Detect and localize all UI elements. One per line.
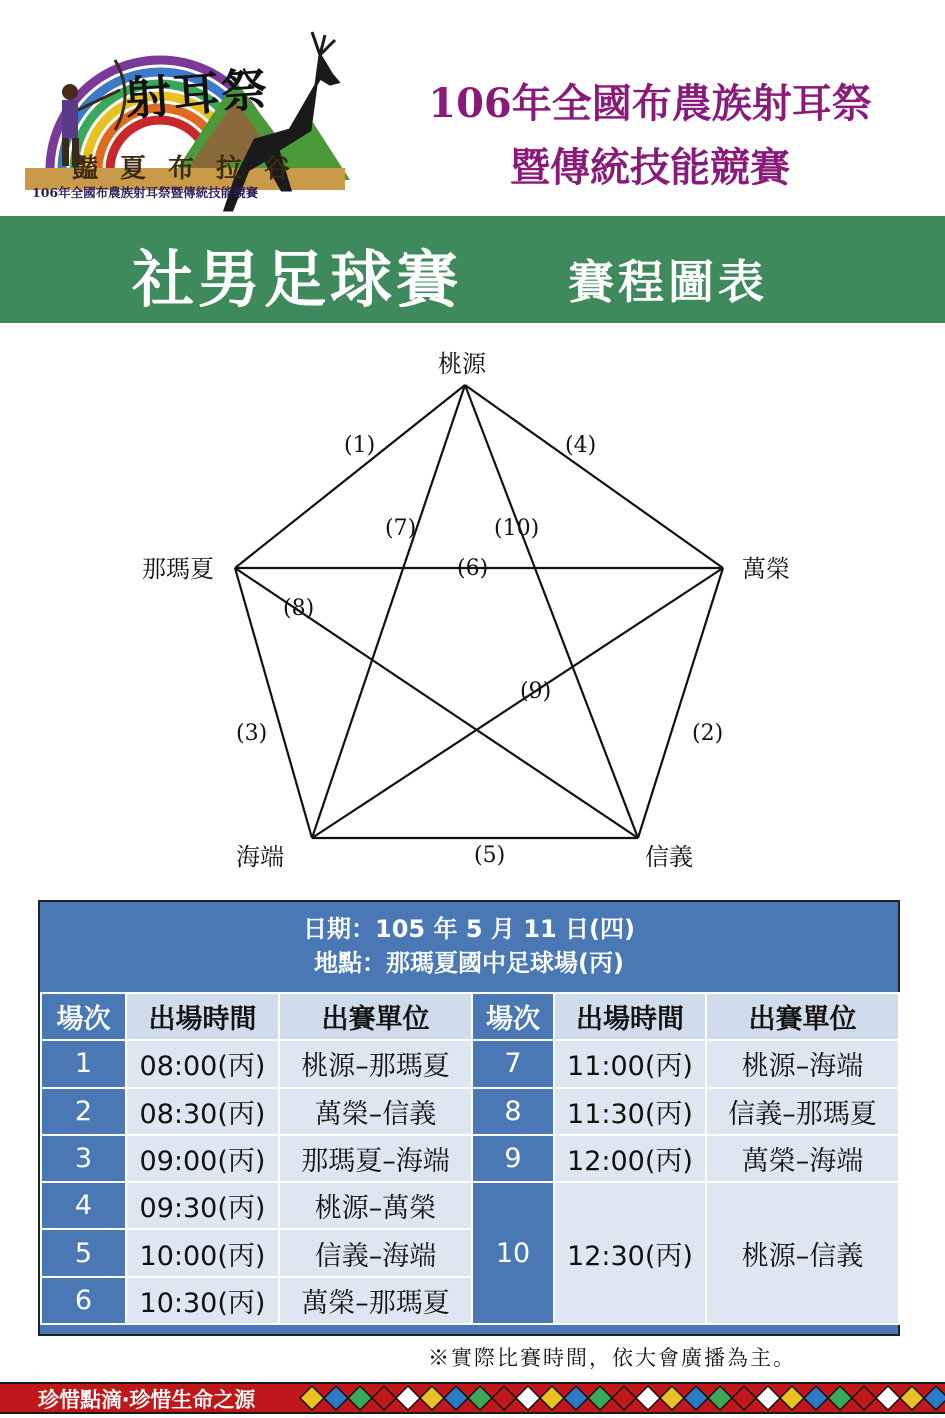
- schedule-note: ※實際比賽時間，依大會廣播為主。: [428, 1346, 796, 1370]
- match-no: 7: [472, 1040, 554, 1087]
- col-header-time: 出場時間: [554, 993, 706, 1040]
- table-row: [41, 1040, 899, 1087]
- logo-place: 豔夏布拉谷: [72, 154, 313, 184]
- match-time: 09:30(丙): [126, 1182, 279, 1229]
- match-teams: 桃源–信義: [706, 1182, 899, 1324]
- col-header-match-no: 場次: [472, 993, 554, 1040]
- match-label-2: (2): [692, 721, 724, 746]
- match-label-8: (8): [283, 596, 315, 621]
- match-no: 8: [472, 1088, 554, 1135]
- edge-7: [312, 385, 465, 838]
- title-banner: [0, 216, 945, 323]
- logo-subtitle: 106年全國布農族射耳祭暨傳統技能競賽: [32, 185, 259, 200]
- footer-pattern-band: [0, 1378, 945, 1418]
- team-label-wanrong: 萬榮: [742, 555, 790, 583]
- footer-slogan: 珍惜點滴‧珍惜生命之源: [38, 1388, 256, 1412]
- match-time: 09:00(丙): [126, 1135, 279, 1182]
- event-logo: [20, 20, 370, 215]
- col-header-match-no: 場次: [41, 993, 126, 1040]
- edge-10: [465, 385, 638, 838]
- banner-main-title: 社男足球賽: [132, 243, 463, 316]
- match-label-3: (3): [236, 721, 268, 746]
- match-no: 5: [41, 1229, 126, 1276]
- match-no: 6: [41, 1277, 126, 1324]
- match-no: 4: [41, 1182, 126, 1229]
- match-time: 11:30(丙): [554, 1088, 706, 1135]
- match-label-9: (9): [520, 679, 552, 704]
- event-title-line2: 暨傳統技能競賽: [510, 144, 790, 191]
- match-label-7: (7): [385, 516, 417, 541]
- match-teams: 那瑪夏–海端: [279, 1135, 472, 1182]
- match-no: 2: [41, 1088, 126, 1135]
- match-time: 08:00(丙): [126, 1040, 279, 1087]
- match-teams: 桃源–海端: [706, 1040, 899, 1087]
- table-row: [41, 1135, 899, 1182]
- event-title-line1: 106年全國布農族射耳祭: [428, 80, 872, 127]
- col-header-time: 出場時間: [126, 993, 279, 1040]
- banner-subtitle: 賽程圖表: [568, 255, 768, 309]
- table-row: [41, 1182, 899, 1229]
- team-label-taoyuan: 桃源: [438, 350, 486, 378]
- match-teams: 信義–海端: [279, 1229, 472, 1276]
- schedule-date: 日期：105 年 5 月 11 日(四): [303, 915, 635, 943]
- match-no: 1: [41, 1040, 126, 1087]
- match-label-1: (1): [344, 433, 376, 458]
- schedule-venue: 地點：那瑪夏國中足球場(丙): [314, 949, 624, 977]
- match-teams: 萬榮–那瑪夏: [279, 1277, 472, 1324]
- pentagon-diagram: [0, 330, 945, 890]
- edge-9: [312, 568, 723, 838]
- match-no: 3: [41, 1135, 126, 1182]
- match-label-5: (5): [474, 843, 506, 868]
- match-time: 11:00(丙): [554, 1040, 706, 1087]
- match-time: 10:00(丙): [126, 1229, 279, 1276]
- edge-2: [638, 568, 723, 838]
- team-label-haiduan: 海端: [236, 843, 284, 871]
- match-teams: 信義–那瑪夏: [706, 1088, 899, 1135]
- match-teams: 桃源–那瑪夏: [279, 1040, 472, 1087]
- schedule-table: [38, 900, 900, 1336]
- col-header-teams: 出賽單位: [706, 993, 899, 1040]
- table-row: [41, 1088, 899, 1135]
- logo-title: 射耳祭: [123, 62, 271, 126]
- schedule-header: [40, 902, 898, 992]
- team-label-namaxia: 那瑪夏: [142, 555, 214, 583]
- header: [0, 0, 945, 215]
- match-teams: 萬榮–信義: [279, 1088, 472, 1135]
- edge-1: [235, 385, 465, 568]
- match-time: 12:00(丙): [554, 1135, 706, 1182]
- match-time: 12:30(丙): [554, 1182, 706, 1324]
- col-header-teams: 出賽單位: [279, 993, 472, 1040]
- table-header-row: [41, 993, 899, 1040]
- match-teams: 桃源–萬榮: [279, 1182, 472, 1229]
- match-label-10: (10): [494, 516, 540, 541]
- match-teams: 萬榮–海端: [706, 1135, 899, 1182]
- match-label-4: (4): [565, 433, 597, 458]
- team-label-xinyi: 信義: [645, 843, 693, 871]
- match-time: 08:30(丙): [126, 1088, 279, 1135]
- round-robin-diagram: [0, 330, 945, 890]
- match-time: 10:30(丙): [126, 1277, 279, 1324]
- match-no: 10: [472, 1182, 554, 1324]
- schedule-grid: [40, 992, 900, 1325]
- match-label-6: (6): [457, 556, 489, 581]
- match-no: 9: [472, 1135, 554, 1182]
